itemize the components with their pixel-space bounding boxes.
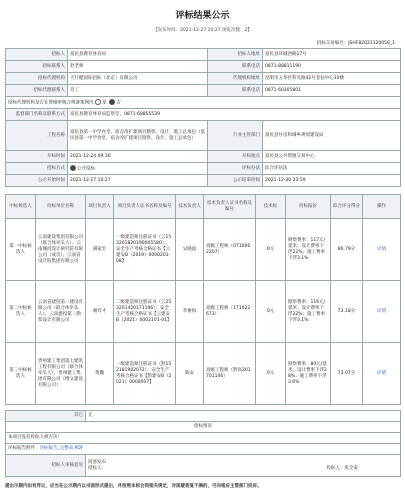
header-tech-score: 技术标 — [256, 195, 286, 219]
agency-value: 天行健国际招标（北京）有限公司 — [68, 73, 208, 85]
supervisor-label: 监督部门名称及联系方式 — [6, 109, 68, 121]
tenderer-value: 富民县教育体育局 — [68, 49, 208, 61]
header-candidate: 中标候选人 — [6, 195, 36, 219]
agency-phone-value: 0871-60305801 — [263, 85, 401, 97]
supervisor-value: 富民县教育体育局监察室，0871-68855539 — [68, 109, 401, 121]
candidate-rank: 第二中标候选人 — [6, 281, 36, 343]
abandon-title: 废标情况 — [6, 422, 401, 433]
method-text: 公开招标 — [77, 166, 95, 172]
industry-value: 富民县住房和城乡规划建设局 — [263, 121, 401, 151]
table-row — [6, 219, 401, 281]
footer-note: 提出示期内如有异议，应当在公示期内以书面形式提出，并按照本标合同相关规定，对质疑答复不满的，可向相应主管部门投诉。 — [5, 484, 262, 489]
project-code: JSHF82021120056_1 — [348, 41, 395, 46]
cert-yes-radio[interactable] — [95, 99, 101, 105]
contact-value: 赵老师 — [68, 61, 208, 73]
approval-sign-row — [88, 466, 398, 472]
attach-label: 评标报告附件： — [8, 446, 40, 451]
header-ops: 操作 — [363, 195, 401, 219]
header-pm: 项目负责人 — [86, 195, 114, 219]
project-code-line — [317, 40, 395, 46]
pub-end-label: 公示结束时间 — [208, 175, 263, 187]
approval-label: 招标人审核意见 — [6, 455, 86, 477]
candidate-score: 73.18分 — [331, 281, 363, 343]
abandon-note: 本项目没有投标人被否决！ — [6, 433, 401, 444]
candidate-tech-score: 0元 — [256, 281, 286, 343]
attach-row — [6, 444, 401, 455]
tenderer-addr-value: 富民县环城西路17号 — [263, 49, 401, 61]
pub-start-value: 2021-12-27 10:27 — [68, 175, 208, 187]
info-table — [5, 48, 401, 187]
method-value — [68, 163, 208, 175]
attach-link[interactable]: 评标报告_完整表.PDF — [39, 446, 84, 451]
cert-label: 招标代理机构是否在资格审核合规备案网内 — [8, 100, 94, 106]
candidate-rank: 第三中标候选人 — [6, 343, 36, 405]
industry-label: 行业主管部门 — [208, 121, 263, 151]
method-label: 招标方式 — [6, 163, 68, 175]
candidate-unit: 云南建设集团有限公司（联合体牵头人）、云南城投设计研究院有限公司（成员）、云南省设计院集团有限公司 — [36, 219, 86, 281]
eval-method-value: 综合评估法 — [263, 163, 401, 175]
candidate-tech-lead: 李俊海 — [176, 281, 204, 343]
detail-link[interactable]: 详情 — [363, 343, 401, 405]
bottom-table — [5, 410, 401, 477]
candidate-pm: 黄魏 — [86, 343, 114, 405]
candidate-tech-cert: 高级工程师（黔高201701146） — [204, 343, 256, 405]
candidate-unit: 云南省建投第一建设有限公司（联合体牵头人）、云南建投第一勘察设计有限公司 — [36, 281, 86, 343]
candidate-pm-cert: 二级建造师注册证书（云253201420171196）；安全生产考核合格证书【云建安B（2021）0002101-01】 — [114, 281, 176, 343]
bid-open-place-value: 富民县公共资源交易中心 — [263, 151, 401, 163]
approver: 招标人： — [88, 465, 106, 471]
page-title: 评标结果公示 — [175, 11, 230, 21]
header-price: 投标报价 — [286, 195, 331, 219]
project-code-label: 招标交易编号： — [316, 41, 349, 46]
agency-addr-label: 代理机构地址 — [208, 73, 263, 85]
candidate-price: 勘察费率：117元/延米；设计费率下浮22%；施工费率下浮3.1% — [286, 219, 331, 281]
pub-end-value: 2021-12-30 23:59 — [263, 175, 401, 187]
candidate-tech-lead: 陈安 — [176, 343, 204, 405]
cert-no-label: 否 — [116, 100, 121, 106]
agency-contact-label: 招标代理联系人 — [6, 85, 68, 97]
header-pm-cert: 项目负责人证书名称及编号 — [114, 195, 176, 219]
cert-yes-label: 是 — [101, 100, 107, 106]
table-row — [6, 281, 401, 343]
candidate-tech-cert: 高级工程师（171022673） — [204, 281, 256, 343]
method-radio[interactable] — [70, 165, 76, 171]
candidate-rank: 第一中标候选人 — [6, 219, 36, 281]
bid-open-place-label: 开标地点 — [208, 151, 263, 163]
candidate-tech-cert: 高级工程师（0710062207） — [204, 219, 256, 281]
candidates-table — [5, 194, 401, 405]
phone-value: 0871-88811190 — [263, 61, 401, 73]
agency-phone-label: 联系电话 — [208, 85, 263, 97]
tenderer-label: 招标人 — [6, 49, 68, 61]
header-tech-cert: 技术负责人证书名称及编号 — [204, 195, 256, 219]
agency-label: 招标代理机构 — [6, 73, 68, 85]
detail-link[interactable]: 详情 — [363, 219, 401, 281]
project-label: 工程名称 — [6, 121, 68, 151]
detail-link[interactable]: 详情 — [363, 281, 401, 343]
header-unit: 投标单位名称 — [36, 195, 86, 219]
table-row — [6, 343, 401, 405]
project-value: 富民县第一中学食堂、宿舍改扩建项目勘察、设计，施工总承包（富民县第一中学食堂、宿舍改扩建项目勘察、设计、施工总承包） — [68, 121, 208, 151]
candidate-score: 73.07分 — [331, 343, 363, 405]
candidate-tech-lead: 吴晓波 — [176, 219, 204, 281]
contact-label: 招标联系人 — [6, 61, 68, 73]
bid-open-time-label: 开标时间 — [6, 151, 68, 163]
eval-method-label: 评标办法 — [208, 163, 263, 175]
header-tech-lead: 技术负责人 — [176, 195, 204, 219]
candidate-unit: 贵州建工集团第七建筑工程有限公司（联合体牵头人）、贵州建工集团有限公司（博文建设有限公司） — [36, 343, 86, 405]
candidate-pm: 满家宏 — [86, 219, 114, 281]
candidate-tech-score: 0元 — [256, 219, 286, 281]
cert-no-radio[interactable] — [109, 99, 115, 105]
candidate-pm: 谢有才 — [86, 281, 114, 343]
phone-label: 联系电话 — [208, 61, 263, 73]
agency-addr-value: 昆明市五华区科光路42号金钻中心10楼 — [263, 73, 401, 85]
cert-row — [6, 97, 401, 109]
approval-cell — [86, 455, 401, 477]
other-value: 无 — [86, 411, 401, 422]
signer: 投标人：张全泰 — [326, 465, 358, 471]
candidate-price: 勘察费率：80元/延米；设计费率下浮28%；施工费率下浮3.6% — [286, 343, 331, 405]
approval-value: 同意发布 — [88, 459, 106, 465]
header-score: 综合评分得分 — [331, 195, 363, 219]
candidate-price: 勘察费率：116元/延米；设计费率下浮22%；施工费率下浮3.1% — [286, 281, 331, 343]
candidate-score: 86.79分 — [331, 219, 363, 281]
agency-contact-value: 肖工 — [68, 85, 208, 97]
other-label: 其它 — [6, 411, 86, 422]
bid-open-time-value: 2021-12-24 09:30 — [68, 151, 208, 163]
candidate-pm-cert: 一级建造师注册证书（黔152181902072）；安全生产考核合格证书【黔建安B（2021）0000007】 — [114, 343, 176, 405]
tenderer-addr-label: 招标人地址 — [208, 49, 263, 61]
publish-meta: 【发布时间：2021-12-27 10:27 浏览次数：2】 — [153, 28, 252, 33]
candidate-tech-score: 0元 — [256, 343, 286, 405]
pub-start-label: 公示开始时间 — [6, 175, 68, 187]
candidate-pm-cert: 一级建造师注册证书（云153201820190005580）；安全生产考核合格证书【云建安B（2019）0000201-08】 — [114, 219, 176, 281]
